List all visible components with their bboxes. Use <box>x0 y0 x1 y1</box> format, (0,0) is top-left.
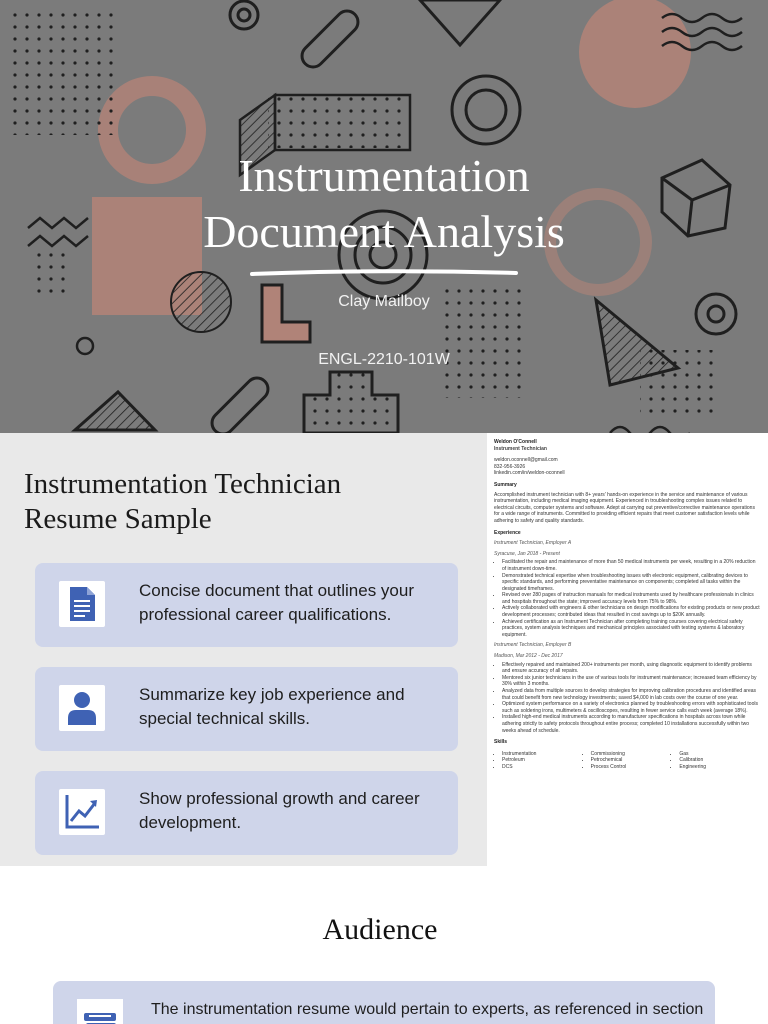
resume-linkedin: linkedin.com/in/weldon-oconnell <box>494 470 565 477</box>
title-underline <box>250 268 518 278</box>
resume-bullet: • Facilitated the repair and maintenance of more than 50 medical instruments per week, resulting in a 20% reduction of instrument down-time. <box>502 559 760 572</box>
resume-job-title: Instrument Technician, Employer A <box>494 540 572 547</box>
audience-slide <box>0 866 768 1024</box>
resume-phone: 832-956-3926 <box>494 463 526 470</box>
author-name: Clay Mailboy <box>338 293 430 310</box>
resume-bullet: • Actively collaborated with engineers & other technicians on design modifications for existing products or new product development processes; contributed ideas that resulted in cost savings up to $20K annually. <box>502 605 760 618</box>
resume-role: Instrument Technician <box>494 445 547 452</box>
skills-column <box>494 751 583 771</box>
presentation-title <box>0 148 768 260</box>
resume-sample-slide <box>0 433 768 866</box>
resume-name: Weldon O'Connell <box>494 439 537 445</box>
resume-bullet: • Revised over 280 pages of instruction manuals for medical instruments used by healthcare professionals in clinics and hospitals throughout the state; improved accuracy levels from 75% to 98%. <box>502 592 760 605</box>
skill-item: • Instrumentation <box>502 751 583 758</box>
skill-item: • Gas <box>679 751 760 758</box>
course-code: ENGL-2210-101W <box>318 351 450 368</box>
resume-bullet: • Installed high-end medical instruments according to manufacturer specifications in hospitals across town while adhering strictly to safety protocols throughout entire process; completed 10 installations successfully within two weeks ahead of schedule. <box>502 714 760 734</box>
card-text <box>139 683 449 731</box>
skills-column <box>583 751 672 771</box>
info-card-concise <box>35 563 458 647</box>
skill-item: • Commissioning <box>591 751 672 758</box>
card-text <box>139 579 449 627</box>
slide-title <box>24 467 454 537</box>
resume-skills-heading: Skills <box>494 739 508 746</box>
resume-experience-heading: Experience <box>494 529 521 536</box>
resume-job-meta: Madison, Mar 2012 - Dec 2017 <box>494 653 563 660</box>
card-text <box>139 787 449 835</box>
resume-job-bullets <box>494 559 760 638</box>
person-icon <box>59 685 105 731</box>
slide-title: Audience <box>322 913 438 946</box>
resume-email: weldon.oconnell@gmail.com <box>494 457 558 464</box>
title-slide <box>0 0 768 433</box>
audience-card-text: The instrumentation resume would pertain to experts, as referenced in section <box>151 1001 704 1018</box>
resume-skills <box>494 749 760 771</box>
growth-chart-icon <box>59 789 105 835</box>
skill-item: • Process Control <box>591 764 672 771</box>
card-text-line: Concise document that outlines your <box>139 581 414 600</box>
resume-job-bullets <box>494 662 760 735</box>
skill-item: • Calibration <box>679 757 760 764</box>
resume-bullet: • Analyzed data from multiple sources to develop strategies for improving calibration procedures and identified areas that could benefit from new technology investments; saved $4,000 in lab costs over the course of one year. <box>502 688 760 701</box>
slide-title-line-1: Instrumentation Technician <box>24 468 342 500</box>
resume-bullet: • Demonstrated technical expertise when troubleshooting issues with electronic equipment, calibrating devices to specific standards, and performing preventative maintenance on components; completed all tasks within the designated timeframes. <box>502 573 760 593</box>
title-line-2: Document Analysis <box>203 206 565 257</box>
card-text-line: development. <box>139 813 242 832</box>
info-card-summarize <box>35 667 458 751</box>
card-text-line: Show professional growth and career <box>139 789 420 808</box>
resume-summary: Accomplished instrument technician with 8+ years' hands-on experience in the service and maintenance of various instrumentation, including medical imaging equipment. Experienced in troubleshooting complex issues related to electrical circuits, computer systems and software. Adept at carrying out preventive/corrective maintenance operations for a wide range of instruments. Committed to providing efficient repairs that meet customer satisfaction levels while adhering to safety and quality standards. <box>494 491 755 524</box>
document-icon <box>59 581 105 627</box>
resume-job-meta: Syracuse, Jan 2018 - Present <box>494 550 560 557</box>
resume-bullet: • Achieved certification as an Instrument Technician after completing training courses covering electrical safety practices, system analysis techniques and mechanical principles associated with testing systems & laboratory equipment. <box>502 619 760 639</box>
resume-bullet: • Effectively repaired and maintained 200+ instruments per month, using diagnostic equipment to identify problems and ensure accuracy of all repairs. <box>502 662 760 675</box>
resume-summary-heading: Summary <box>494 481 517 488</box>
skill-item: • Engineering <box>679 764 760 771</box>
resume-bullet: • Optimized system performance on a variety of electronics planned by troubleshooting errors with sophisticated tools such as soldering irons, multimeters & oscilloscopes, resulting in fewer service calls each week (average 18%). <box>502 701 760 714</box>
info-card-growth <box>35 771 458 855</box>
title-line-1: Instrumentation <box>238 150 530 201</box>
books-icon <box>77 999 123 1024</box>
card-text-line: professional career qualifications. <box>139 605 392 624</box>
card-text-line: special technical skills. <box>139 709 311 728</box>
skills-column <box>671 751 760 771</box>
skill-item: • DCS <box>502 764 583 771</box>
skill-item: • Petrochemical <box>591 757 672 764</box>
resume-job-title: Instrument Technician, Employer B <box>494 642 572 649</box>
skill-item: • Petroleum <box>502 757 583 764</box>
card-text-line: Summarize key job experience and <box>139 685 405 704</box>
slide-title-line-2: Resume Sample <box>24 503 212 535</box>
resume-sample-document <box>487 433 768 866</box>
resume-bullet: • Mentored six junior technicians in the use of various tools for instrument maintenance; increased team efficiency by 30% within 3 months. <box>502 675 760 688</box>
